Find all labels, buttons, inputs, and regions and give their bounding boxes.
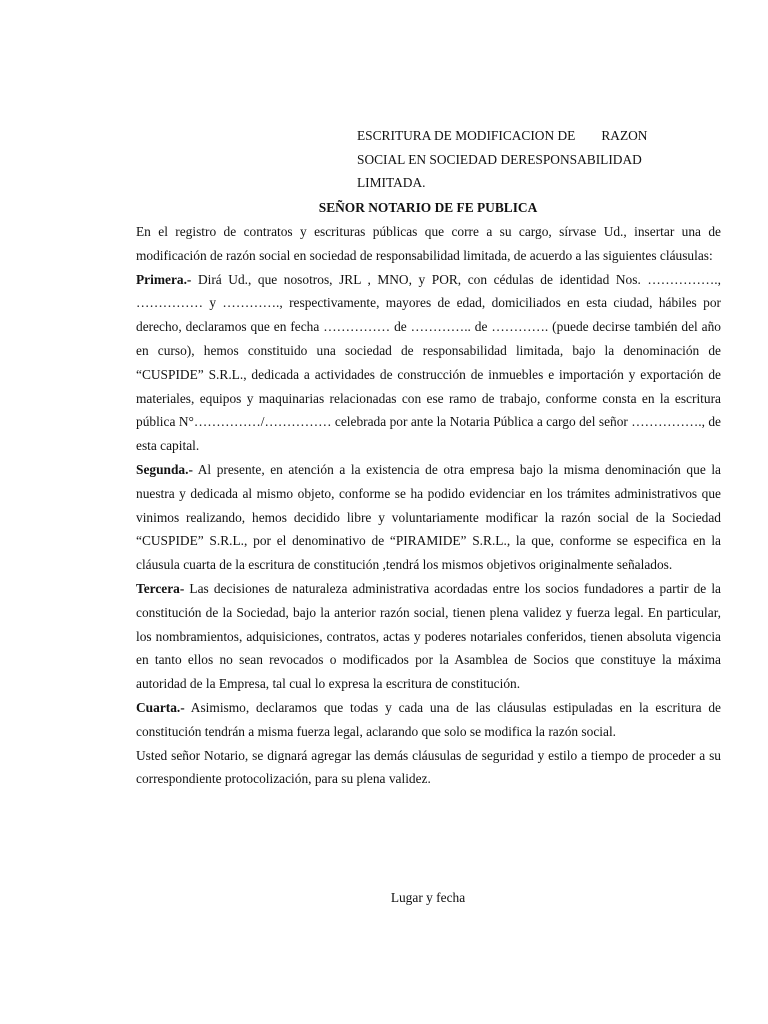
clause-label: Cuarta.-	[136, 699, 185, 715]
clause-text: Dirá Ud., que nosotros, JRL , MNO, y POR, con cédulas de identidad Nos. ……………., …………… y …………., respectivamente, mayores de edad, domiciliados en esta ciudad, hábiles por derecho, declaramos que en fecha …………… de ………….. de …………. (puede decirse también del año en curso), hemos constituido una sociedad de responsabilidad limitada, bajo la denominación de “CUSPIDE” S.R.L., dedicada a actividades de construcción de inmuebles e importación y exportación de materiales, equipos y maquinarias relacionadas con ese ramo de trabajo, conforme consta en la escritura pública N°……………/…………… celebrada por ante la Notaria Pública a cargo del señor ……………., de esta capital.	[136, 271, 721, 454]
clause-text: Las decisiones de naturaleza administrativa acordadas entre los socios fundadores a partir de la constitución de la Sociedad, bajo la anterior razón social, tienen plena validez y fuerza legal. En particular, los nombramientos, adquisiciones, contratos, actas y poderes notariales conferidos, tienen absoluta vigencia en tanto ellos no sean revocados o modificados por la Asamblea de Socios que constituye la máxima autoridad de la Empresa, tal cual lo expresa la escritura de constitución.	[136, 580, 721, 692]
document-heading: SEÑOR NOTARIO DE FE PUBLICA	[318, 200, 538, 215]
intro-paragraph: En el registro de contratos y escrituras públicas que corre a su cargo, sírvase Ud., insertar una de modificación de razón social en sociedad de responsabilidad limitada, de acuerdo a las siguientes cláusulas:	[136, 224, 721, 263]
clause-label: Tercera-	[136, 580, 185, 596]
clause-text: Asimismo, declaramos que todas y cada una de las cláusulas estipuladas en la escritura de constitución tendrán a misma fuerza legal, aclarando que solo se modifica la razón social.	[136, 699, 721, 739]
clause-tercera	[136, 577, 721, 696]
final-paragraph: Usted señor Notario, se dignará agregar las demás cláusulas de seguridad y estilo a tiempo de proceder a su correspondiente protocolización, para su plena validez.	[136, 747, 721, 787]
clause-label: Segunda.-	[136, 461, 193, 477]
document-title	[357, 124, 697, 195]
title-text-1: ESCRITURA DE MODIFICACION DE	[357, 128, 576, 143]
title-line-1	[357, 124, 697, 148]
clause-label: Primera.-	[136, 271, 192, 287]
clause-primera	[136, 268, 721, 458]
title-line-2: SOCIAL EN SOCIEDAD DERESPONSABILIDAD	[357, 151, 642, 167]
title-line-3: LIMITADA.	[357, 175, 426, 190]
closing-place-date: Lugar y fecha	[390, 890, 466, 905]
title-text-2: RAZON	[601, 128, 648, 143]
clause-cuarta	[136, 696, 721, 744]
clause-text: Al presente, en atención a la existencia de otra empresa bajo la misma denominación que la nuestra y dedicada al mismo objeto, conforme se ha podido evidenciar en los trámites administrativos que vinimos realizando, hemos decidido libre y voluntariamente modificar la razón social de la Sociedad “CUSPIDE” S.R.L., por el denominativo de “PIRAMIDE” S.R.L., la que, conforme se especifica en la cláusula cuarta de la escritura de constitución ,tendrá los mismos objetivos originalmente señalados.	[136, 461, 721, 573]
clause-segunda	[136, 458, 721, 577]
document-body	[136, 220, 721, 791]
